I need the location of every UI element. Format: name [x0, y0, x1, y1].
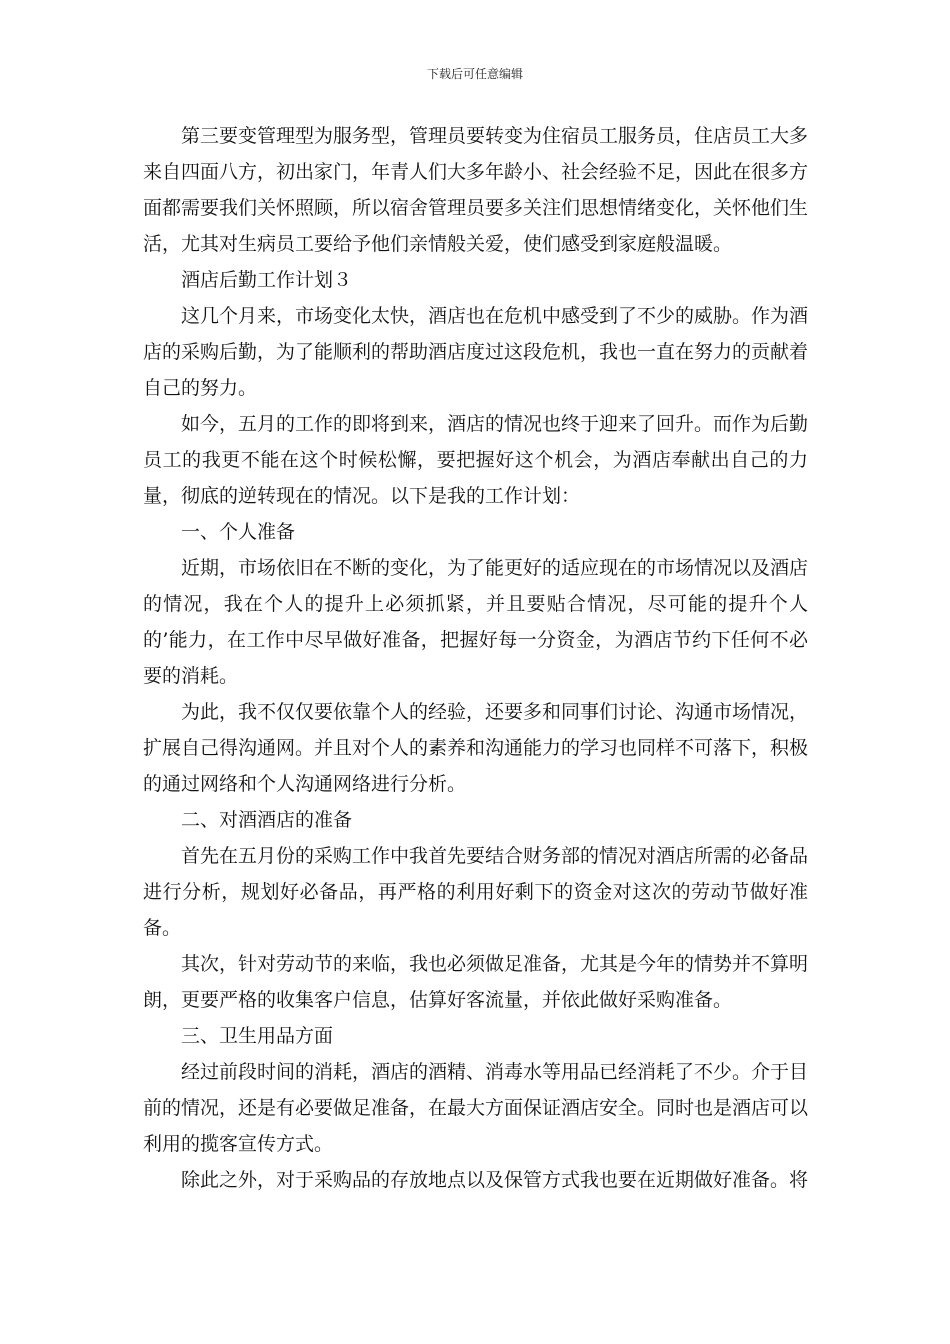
heading-personal-preparation: 一、个人准备 — [181, 521, 296, 543]
paragraph-communication: 为此，我不仅仅要依靠个人的经验，还要多和同事们讨论、沟通市场情况，扩展自己得沟通网。并且对个人的素养和沟通能力的学习也同样不可落下，积极的通过网络和个人沟通网络进行分析。 — [143, 701, 809, 795]
paragraph-market-changes: 这几个月来，市场变化太快，酒店也在危机中感受到了不少的威胁。作为酒店的采购后勤，为了能顺利的帮助酒店度过这段危机，我也一直在努力的贡献着自己的努力。 — [143, 305, 809, 399]
page-header: 下载后可任意编辑 — [426, 67, 523, 81]
heading-hygiene-supplies: 三、卫生用品方面 — [181, 1025, 334, 1047]
document-body — [143, 118, 808, 1198]
paragraph-service-role: 第三要变管理型为服务型，管理员要转变为住宿员工服务员，住店员工大多来自四面八方，初出家门，年青人们大多年龄小、社会经验不足，因此在很多方面都需要我们关怀照顾，所以宿舍管理员要多关注们思想情绪变化，关怀他们生活，尤其对生病员工要给予他们亲情般关爱，使们感受到家庭般温暖。 — [143, 125, 809, 255]
paragraph-storage: 除此之外，对于采购品的存放地点以及保管方式我也要在近期做好准备。将 — [181, 1169, 809, 1191]
heading-hotel-preparation: 二、对酒酒店的准备 — [181, 809, 353, 831]
paragraph-procurement-analysis: 首先在五月份的采购工作中我首先要结合财务部的情况对酒店所需的必备品进行分析，规划好必备品，再严格的利用好剩下的资金对这次的劳动节做好准备。 — [143, 845, 809, 939]
section-title-plan-3: 酒店后勤工作计划３ — [181, 269, 353, 291]
paragraph-may-work: 如今，五月的工作的即将到来，酒店的情况也终于迎来了回升。而作为后勤员工的我更不能在这个时候松懈，要把握好这个机会，为酒店奉献出自己的力量，彻底的逆转现在的情况。以下是我的工作计划： — [143, 413, 809, 507]
paragraph-labor-day: 其次，针对劳动节的来临，我也必须做足准备，尤其是今年的情势并不算明朗，更要严格的收集客户信息，估算好客流量，并依此做好采购准备。 — [143, 953, 809, 1011]
paragraph-personal-improvement: 近期，市场依旧在不断的变化，为了能更好的适应现在的市场情况以及酒店的情况，我在个人的提升上必须抓紧，并且要贴合情况，尽可能的提升个人的’能力，在工作中尽早做好准备，把握好每一分资金，为酒店节约下任何不必要的消耗。 — [143, 557, 809, 687]
paragraph-disinfectant-supplies: 经过前段时间的消耗，酒店的酒精、消毒水等用品已经消耗了不少。介于目前的情况，还是有必要做足准备，在最大方面保证酒店安全。同时也是酒店可以利用的揽客宣传方式。 — [143, 1061, 809, 1155]
